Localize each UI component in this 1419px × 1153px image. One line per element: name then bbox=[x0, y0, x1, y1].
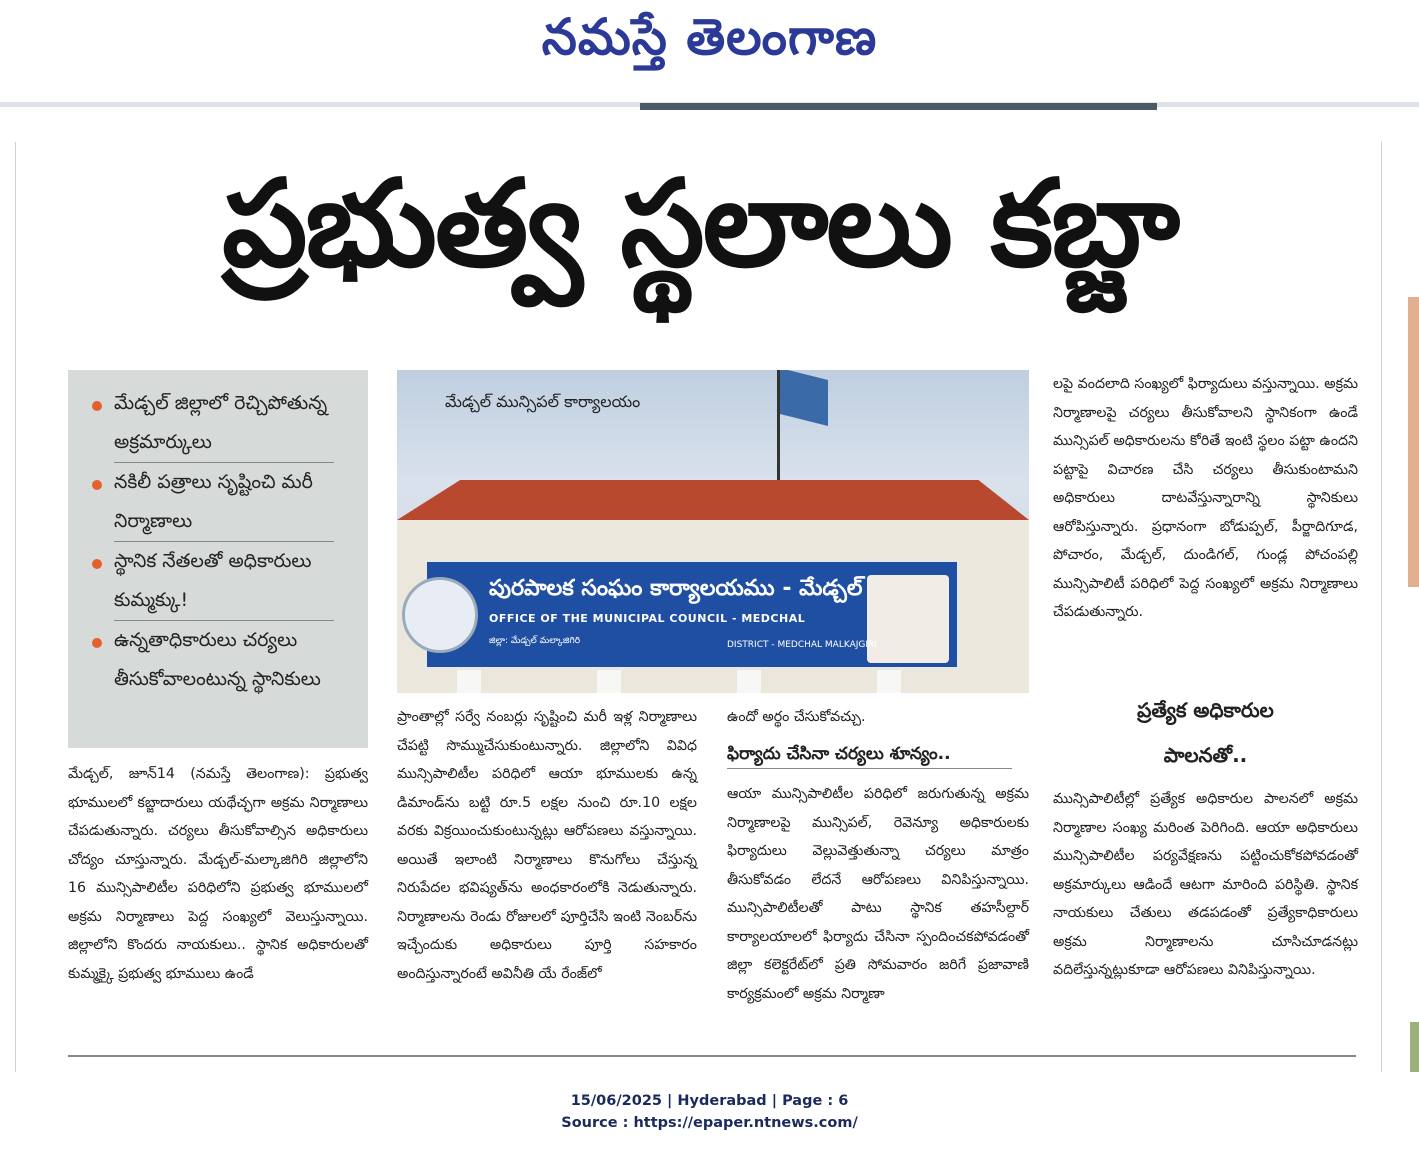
pillar bbox=[597, 670, 621, 693]
pillar bbox=[457, 670, 481, 693]
sign-district-text: DISTRICT - MEDCHAL MALKAJGIRI bbox=[727, 640, 877, 650]
article-column-2: ప్రాంతాల్లో సర్వే నంబర్లు సృష్టించి మరీ ఇళ్ల నిర్మాణాలు చేపట్టి సొమ్ముచేసుకుంటున్నారు. జిల్లాలోని వివిధ మున్సిపాలిటీల పరిధిలో ఆయా భూములకు ఉన్న డిమాండ్‌ను బట్టి రూ.5 లక్షల నుంచి రూ.10 లక్షల వరకు విక్రయించుకుంటున్నట్లు ఆరోపణలు వస్తున్నాయి. అయితే ఇలాంటి నిర్మాణాలు కొనుగోలు చేస్తున్న నిరుపేదల భవిష్యత్‌ను అంధకారంలోకి నెడుతున్నారు. నిర్మాణాలను రెండు రోజులలో పూర్తిచేసి ఇంటి నెంబర్‌ను ఇచ్చేందుకు అధికారులు పూర్తి సహకారం అందిస్తున్నారంటే అవినీతి యే రేంజ్‌లో bbox=[397, 709, 697, 982]
article-photo bbox=[397, 370, 1029, 693]
sign-english-text: OFFICE OF THE MUNICIPAL COUNCIL - MEDCHAL bbox=[489, 612, 806, 625]
highlight-item: ఉన్నతాధికారులు చర్యలు తీసుకోవాలంటున్న స్థానికులు bbox=[88, 621, 350, 699]
pillar bbox=[737, 670, 761, 693]
adjacent-photo-2 bbox=[1410, 1022, 1419, 1072]
highlight-item: మేడ్చల్ జిల్లాలో రెచ్చిపోతున్న అక్రమార్కులు bbox=[88, 384, 350, 463]
subheading-special-officers: ప్రత్యేక అధికారుల పాలనతో.. bbox=[1137, 698, 1274, 767]
page-footer bbox=[0, 1090, 1419, 1134]
highlights-box bbox=[68, 370, 368, 748]
bullet-icon bbox=[92, 638, 102, 648]
bullet-icon bbox=[92, 480, 102, 490]
bullet-icon bbox=[92, 401, 102, 411]
building-roof bbox=[397, 480, 1029, 520]
article-column-3-body: ఆయా మున్సిపాలిటీల పరిధిలో జరుగుతున్న అక్రమ నిర్మాణాలపై మున్సిపల్, రెవెన్యూ అధికారులకు ఫిర్యాదులు వెల్లువెత్తుతున్నా చర్యలు మాత్రం తీసుకోవడం లేదనే ఆరోపణలు వినిపిస్తున్నాయి. మున్సిపాలిటీలతో పాటు స్థానిక తహసీల్దార్ కార్యాలయాలలో ఫిర్యాదు చేసినా స్పందించకపోవడంతో జిల్లా కలెక్టరేట్‌లో ప్రతి సోమవారం జరిగే ప్రజావాణి కార్యక్రమంలో అక్రమ నిర్మాణా bbox=[727, 786, 1029, 1002]
article-column-4: లపై వందలాది సంఖ్యలో ఫిర్యాదులు వస్తున్నాయి. అక్రమ నిర్మాణాలపై చర్యలు తీసుకోవాలని స్థానికంగా ఉండే మున్సిపల్ అధికారులను కోరితే ఇంటి స్థలం పట్టా ఉందని పట్టాపై విచారణ చేసి చర్యలు తీసుకుంటామని అధికారులు దాటవేస్తున్నారాన్ని స్థానికులు ఆరోపిస్తున్నారు. ప్రధానంగా బోడుప్పల్, పీర్జాదిగూడ, పోచారం, మేడ్చల్, దుండిగల్, గుండ్ల పోచంపల్లి మున్సిపాలిటీ పరిధిలో పెద్ద సంఖ్యలో అక్రమ నిర్మాణాలు చేపడుతున్నారు. bbox=[1053, 376, 1358, 620]
headline: ప్రభుత్వ స్థలాలు కబ్జా bbox=[222, 155, 1178, 294]
footer-source-link[interactable]: Source : https://epaper.ntnews.com/ bbox=[561, 1115, 858, 1131]
state-emblem-icon bbox=[402, 577, 478, 653]
bullet-icon bbox=[92, 559, 102, 569]
article-column-3 bbox=[727, 703, 1029, 732]
sign-telugu-text: పురపాలక సంఘం కార్యాలయము - మేడ్చల్ bbox=[489, 576, 863, 601]
subheading-complaints: ఫిర్యాదు చేసినా చర్యలు శూన్యం.. bbox=[727, 740, 1012, 769]
newspaper-logo: నమస్తే తెలంగాణ bbox=[541, 8, 878, 66]
bottom-rule bbox=[68, 1055, 1356, 1057]
article-column-4-continued: మున్సిపాలిటీల్లో ప్రత్యేక అధికారుల పాలనలో అక్రమ నిర్మాణాల సంఖ్య మరింత పెరిగింది. ఆయా అధికారులు మున్సిపాలిటీల పర్యవేక్షణను పట్టించుకోకపోవడంతో అక్రమార్కులు ఆడిందే ఆటగా మారింది పరిస్థితి. స్థానిక నాయకులు చేతులు తడపడంతో ప్రత్యేకాధికారులు అక్రమ నిర్మాణాలను చూసిచూడనట్లు వదిలేస్తున్నట్లుకూడా ఆరోపణలు వినిపిస్తున్నాయి. bbox=[1053, 791, 1358, 978]
article-column-1: మేడ్చల్, జూన్14 (నమస్తే తెలంగాణ): ప్రభుత్వ భూములలో కబ్జాదారులు యథేచ్ఛగా అక్రమ నిర్మాణాలు చేపడుతున్నారు. చర్యలు తీసుకోవాల్సిన అధికారులు చోద్యం చూస్తున్నారు. మేడ్చల్-మల్కాజిగిరి జిల్లాలోని 16 మున్సిపాలిటీల పరిధిలోని ప్రభుత్వ భూములలో అక్రమ నిర్మాణాలు పెద్ద సంఖ్యలో వెలుస్తున్నాయి. జిల్లాలోని కొందరు నాయకులు.. స్థానిక అధికారులతో కుమ్మక్కై ప్రభుత్వ భూములు ఉండే bbox=[68, 766, 368, 982]
sign-small-text: జిల్లా: మేడ్చల్ మల్కాజిగిరి bbox=[489, 636, 581, 646]
adjacent-article-strip bbox=[1383, 142, 1419, 1072]
adjacent-photo bbox=[1408, 297, 1419, 587]
column-3-lead: ఉందో అర్థం చేసుకోవచ్చు. bbox=[727, 709, 866, 725]
photo-caption: మేడ్చల్ మున్సిపల్ కార్యాలయం bbox=[445, 392, 641, 411]
highlight-item: స్థానిక నేతలతో అధికారులు కుమ్మక్కు! bbox=[88, 542, 350, 621]
masthead bbox=[0, 0, 1419, 102]
flag-icon bbox=[780, 370, 828, 426]
pillar bbox=[877, 670, 901, 693]
portrait-image bbox=[867, 575, 949, 663]
left-page-edge bbox=[0, 142, 16, 1072]
highlight-item: నకిలీ పత్రాలు సృష్టించి మరీ నిర్మాణాలు bbox=[88, 463, 350, 542]
masthead-accent-rule bbox=[640, 103, 1157, 110]
footer-date-page: 15/06/2025 | Hyderabad | Page : 6 bbox=[570, 1093, 849, 1109]
right-column-divider bbox=[1381, 142, 1382, 1072]
